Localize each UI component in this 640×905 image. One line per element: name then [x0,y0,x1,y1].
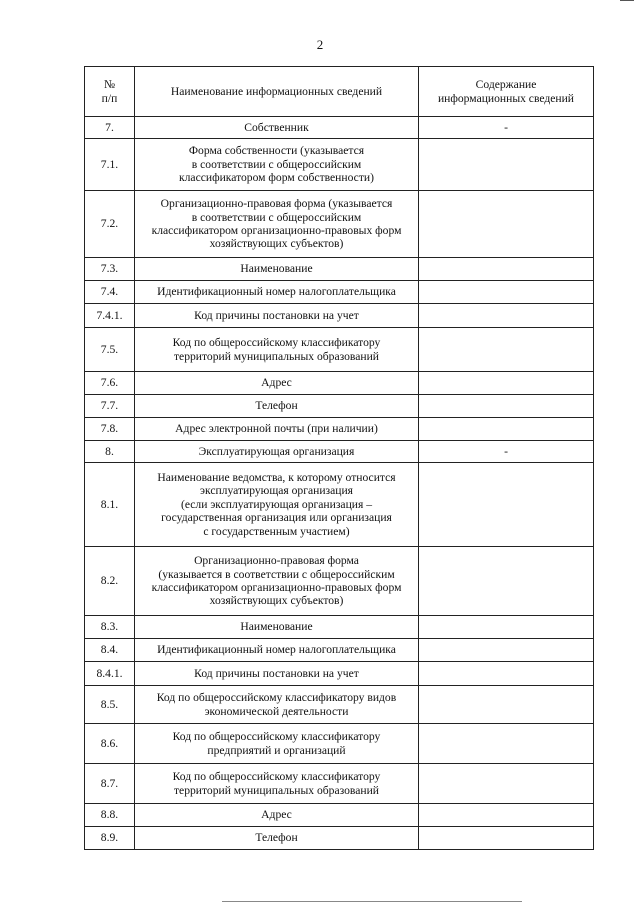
table-row [85,304,594,328]
row-number-cell: 7.4.1. [85,304,135,328]
table-row [85,764,594,804]
row-name-cell: Организационно-правовая форма (указывается в соответствии с общероссийским классификатором организационно-правовых форм хозяйствующих субъектов) [135,191,419,258]
row-number-cell: 8.6. [85,724,135,764]
row-number-cell: 8.4. [85,639,135,662]
row-name-cell: Эксплуатирующая организация [135,441,419,463]
row-content-cell [419,258,594,281]
row-number-cell: 8.1. [85,463,135,547]
table-row [85,418,594,441]
table-row [85,395,594,418]
table-row [85,804,594,827]
row-name-cell: Наименование ведомства, к которому относится эксплуатирующая организация (если эксплуатирующая организация – государственная организация или организация с государственным участием) [135,463,419,547]
page-edge-line [222,901,522,902]
header-name: Наименование информационных сведений [135,67,419,117]
row-content-cell [419,764,594,804]
row-content-cell [419,616,594,639]
row-name-cell: Код причины постановки на учет [135,662,419,686]
page-number: 2 [316,37,324,52]
table-row [85,139,594,191]
row-content-cell [419,547,594,616]
row-name-cell: Код по общероссийскому классификатору видов экономической деятельности [135,686,419,724]
table-row [85,328,594,372]
row-content-cell [419,191,594,258]
row-content-cell [419,463,594,547]
row-name-cell: Телефон [135,395,419,418]
row-name-cell: Наименование [135,616,419,639]
table-header-row [85,67,594,117]
row-content-cell [419,827,594,850]
row-name-cell: Код по общероссийскому классификатору предприятий и организаций [135,724,419,764]
row-name-cell: Собственник [135,117,419,139]
table-row [85,258,594,281]
table-row [85,547,594,616]
information-table [84,66,594,850]
table-row [85,724,594,764]
row-content-cell [419,281,594,304]
row-name-cell: Организационно-правовая форма (указывается в соответствии с общероссийским классификатором организационно-правовых форм хозяйствующих субъектов) [135,547,419,616]
row-number-cell: 7.2. [85,191,135,258]
row-number-cell: 7.4. [85,281,135,304]
row-name-cell: Идентификационный номер налогоплательщика [135,281,419,304]
row-content-cell [419,724,594,764]
row-name-cell: Идентификационный номер налогоплательщика [135,639,419,662]
row-name-cell: Адрес электронной почты (при наличии) [135,418,419,441]
table-row [85,827,594,850]
row-name-cell: Код по общероссийскому классификатору территорий муниципальных образований [135,764,419,804]
row-number-cell: 8.5. [85,686,135,724]
row-name-cell: Адрес [135,372,419,395]
row-number-cell: 8.7. [85,764,135,804]
row-number-cell: 8.3. [85,616,135,639]
row-number-cell: 7.8. [85,418,135,441]
row-name-cell: Наименование [135,258,419,281]
row-content-cell [419,139,594,191]
table-row [85,686,594,724]
header-content: Содержание информационных сведений [419,67,594,117]
scan-corner-mark [620,0,634,4]
row-name-cell: Код причины постановки на учет [135,304,419,328]
header-number: № п/п [85,67,135,117]
row-name-cell: Адрес [135,804,419,827]
table-row [85,372,594,395]
row-content-cell [419,372,594,395]
table-row [85,191,594,258]
table-row [85,616,594,639]
row-content-cell [419,418,594,441]
table-row [85,441,594,463]
row-content-cell: - [419,117,594,139]
row-content-cell [419,304,594,328]
row-number-cell: 8. [85,441,135,463]
row-name-cell: Форма собственности (указывается в соответствии с общероссийским классификатором форм собственности) [135,139,419,191]
row-content-cell [419,328,594,372]
row-content-cell [419,686,594,724]
row-content-cell [419,395,594,418]
row-content-cell [419,639,594,662]
table-row [85,662,594,686]
row-number-cell: 7.7. [85,395,135,418]
row-content-cell: - [419,441,594,463]
table-row [85,463,594,547]
row-name-cell: Телефон [135,827,419,850]
table-row [85,281,594,304]
row-number-cell: 8.2. [85,547,135,616]
row-number-cell: 7.3. [85,258,135,281]
row-number-cell: 7.1. [85,139,135,191]
row-number-cell: 7.5. [85,328,135,372]
table-body [85,117,594,850]
table-row [85,117,594,139]
row-number-cell: 7. [85,117,135,139]
row-number-cell: 8.9. [85,827,135,850]
row-name-cell: Код по общероссийскому классификатору территорий муниципальных образований [135,328,419,372]
row-number-cell: 8.4.1. [85,662,135,686]
row-number-cell: 7.6. [85,372,135,395]
row-content-cell [419,662,594,686]
row-number-cell: 8.8. [85,804,135,827]
row-content-cell [419,804,594,827]
table-row [85,639,594,662]
